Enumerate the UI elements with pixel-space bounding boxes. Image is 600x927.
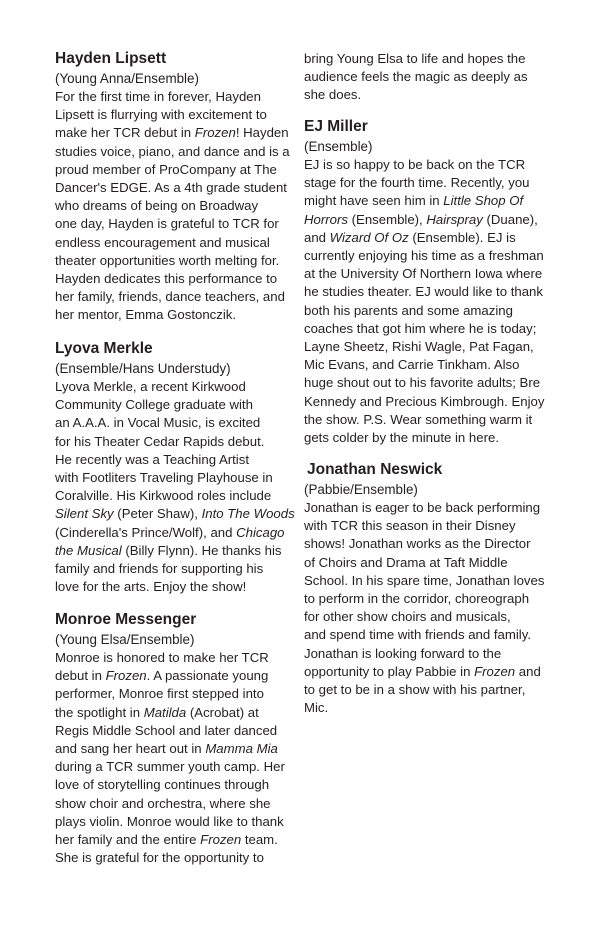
text-segment: both his parents and some amazing bbox=[304, 302, 513, 318]
text-segment: for his Theater Cedar Rapids debut. bbox=[55, 433, 265, 449]
bio-line bbox=[55, 197, 305, 215]
bio-line bbox=[304, 663, 554, 681]
bio-line bbox=[55, 179, 305, 197]
bio-line bbox=[55, 524, 305, 542]
text-segment: School. In his spare time, Jonathan loves bbox=[304, 572, 545, 588]
bio-line bbox=[304, 517, 554, 535]
bio-line bbox=[304, 156, 554, 174]
bio-line bbox=[304, 699, 554, 717]
bio-hayden-lipsett bbox=[55, 49, 305, 325]
bio-line bbox=[55, 667, 305, 685]
italic-title: Little Shop Of bbox=[443, 193, 524, 209]
bio-line bbox=[304, 50, 554, 68]
bio-line bbox=[304, 192, 554, 210]
text-segment: with Footliters Traveling Playhouse in bbox=[55, 470, 273, 486]
text-segment: Mic Evans, and Carrie Tinkham. Also bbox=[304, 357, 520, 373]
text-segment: who dreams of being on Broadway bbox=[55, 198, 259, 214]
text-segment: currently enjoying his time as a freshman bbox=[304, 248, 544, 264]
italic-title: Frozen bbox=[200, 832, 242, 848]
bio-monroe-messenger-continued bbox=[304, 50, 554, 105]
bio-line bbox=[304, 302, 554, 320]
text-segment: love of storytelling continues through bbox=[55, 777, 270, 793]
text-segment: Dancer's EDGE. As a 4th grade student bbox=[55, 180, 287, 196]
italic-title: Chicago bbox=[236, 524, 285, 540]
bio-line bbox=[55, 124, 305, 142]
text-segment: Jonathan is looking forward to the bbox=[304, 645, 502, 661]
text-segment: for other show choirs and musicals, bbox=[304, 609, 511, 625]
bio-line bbox=[304, 590, 554, 608]
italic-title: Frozen bbox=[105, 668, 147, 684]
bio-line bbox=[55, 505, 305, 523]
bio-line bbox=[304, 429, 554, 447]
text-segment: stage for the fourth time. Recently, you bbox=[304, 175, 530, 191]
bio-line bbox=[55, 740, 305, 758]
bio-line bbox=[55, 234, 305, 252]
italic-title: Frozen bbox=[194, 125, 236, 141]
text-segment: huge shout out to his favorite adults; Bre bbox=[304, 375, 541, 391]
bio-line bbox=[55, 433, 305, 451]
text-segment: (Billy Flynn). He thanks his bbox=[121, 542, 282, 558]
text-segment: coaches that got him where he is today; bbox=[304, 320, 537, 336]
text-segment: of Choirs and Drama at Taft Middle bbox=[304, 554, 508, 570]
text-segment: might have seen him in bbox=[304, 193, 444, 209]
text-segment: (Acrobat) at bbox=[186, 704, 259, 720]
text-segment: her family, friends, dance teachers, and bbox=[55, 289, 285, 305]
text-segment: to perform in the corridor, choreograph bbox=[304, 591, 530, 607]
text-segment: shows! Jonathan works as the Director bbox=[304, 536, 531, 552]
text-segment: her family and the entire bbox=[55, 832, 201, 848]
bio-line bbox=[304, 356, 554, 374]
text-segment: one day, Hayden is grateful to TCR for bbox=[55, 216, 279, 232]
bio-line bbox=[55, 831, 305, 849]
bio-line bbox=[55, 288, 305, 306]
text-segment: (Ensemble). EJ is bbox=[408, 229, 516, 245]
bio-line bbox=[55, 414, 305, 432]
cast-name: Lyova Merkle bbox=[55, 340, 153, 357]
text-segment: debut in bbox=[55, 668, 106, 684]
text-segment: ! Hayden bbox=[235, 125, 289, 141]
cast-name: Monroe Messenger bbox=[55, 611, 197, 628]
bio-line bbox=[55, 578, 305, 596]
bio-line bbox=[304, 608, 554, 626]
text-segment: opportunity to play Pabbie in bbox=[304, 663, 475, 679]
bio-lyova-merkle bbox=[55, 339, 305, 596]
bio-line bbox=[304, 86, 554, 104]
text-segment: show choir and orchestra, where she bbox=[55, 795, 271, 811]
bio-line bbox=[304, 626, 554, 644]
bio-line bbox=[304, 320, 554, 338]
text-segment: during a TCR summer youth camp. Her bbox=[55, 759, 285, 775]
bio-line bbox=[55, 542, 305, 560]
cast-name: Hayden Lipsett bbox=[55, 50, 167, 67]
bio-line bbox=[55, 161, 305, 179]
bio-line bbox=[304, 393, 554, 411]
text-segment: Community College graduate with bbox=[55, 397, 253, 413]
bio-line bbox=[55, 270, 305, 288]
bio-text bbox=[55, 378, 305, 596]
italic-title: Matilda bbox=[143, 704, 187, 720]
text-segment: proud member of ProCompany at The bbox=[55, 161, 277, 177]
text-segment: at the University Of Northern Iowa where bbox=[304, 266, 543, 282]
bio-line bbox=[55, 451, 305, 469]
italic-title: the Musical bbox=[55, 542, 122, 558]
bio-monroe-messenger bbox=[55, 610, 305, 867]
bio-line bbox=[55, 758, 305, 776]
italic-title: Into The Woods bbox=[201, 506, 295, 522]
bio-line bbox=[55, 722, 305, 740]
text-segment: For the first time in forever, Hayden bbox=[55, 89, 261, 104]
bio-line bbox=[55, 813, 305, 831]
bio-line bbox=[55, 704, 305, 722]
text-segment: Monroe is honored to make her TCR bbox=[55, 650, 269, 665]
text-segment: She is grateful for the opportunity to bbox=[55, 850, 264, 866]
cast-role: (Young Elsa/Ensemble) bbox=[55, 632, 195, 647]
text-segment: and sang her heart out in bbox=[55, 741, 206, 757]
bio-text bbox=[55, 88, 305, 325]
text-segment: He recently was a Teaching Artist bbox=[55, 451, 249, 467]
italic-title: Wizard Of Oz bbox=[329, 229, 409, 245]
text-segment: theater opportunities worth melting for. bbox=[55, 252, 280, 268]
bio-line bbox=[304, 211, 554, 229]
bio-line bbox=[304, 265, 554, 283]
bio-line bbox=[55, 487, 305, 505]
text-segment: (Peter Shaw), bbox=[113, 506, 202, 522]
text-segment: make her TCR debut in bbox=[55, 125, 195, 141]
bio-text bbox=[304, 156, 554, 447]
bio-line bbox=[55, 849, 305, 867]
bio-line bbox=[55, 560, 305, 578]
text-segment: (Cinderella's Prince/Wolf), and bbox=[55, 524, 237, 540]
text-segment: her mentor, Emma Gostonczik. bbox=[55, 307, 237, 323]
text-segment: plays violin. Monroe would like to thank bbox=[55, 813, 284, 829]
bio-ej-miller bbox=[304, 117, 554, 447]
text-segment: the spotlight in bbox=[55, 704, 144, 720]
text-segment: love for the arts. Enjoy the show! bbox=[55, 579, 247, 595]
text-segment: bring Young Elsa to life and hopes the bbox=[304, 51, 526, 66]
text-segment: Kennedy and Precious Kimbrough. Enjoy bbox=[304, 393, 545, 409]
text-segment: Lyova Merkle, a recent Kirkwood bbox=[55, 379, 246, 394]
cast-role: (Ensemble) bbox=[304, 139, 373, 154]
bio-line bbox=[55, 215, 305, 233]
bio-text bbox=[304, 50, 554, 105]
bio-jonathan-neswick bbox=[304, 460, 554, 717]
text-segment: Jonathan is eager to be back performing bbox=[304, 500, 541, 515]
text-segment: he studies theater. EJ would like to thank bbox=[304, 284, 543, 300]
bio-line bbox=[304, 645, 554, 663]
bio-line bbox=[304, 681, 554, 699]
text-segment: Lipsett is flurrying with excitement to bbox=[55, 107, 267, 123]
bio-line bbox=[304, 174, 554, 192]
bio-line bbox=[304, 68, 554, 86]
text-segment: to get to be in a show with his partner, bbox=[304, 682, 526, 698]
text-segment: and spend time with friends and family. bbox=[304, 627, 531, 643]
text-segment: an A.A.A. in Vocal Music, is excited bbox=[55, 415, 261, 431]
text-segment: with TCR this season in their Disney bbox=[304, 518, 516, 534]
text-segment: studies voice, piano, and dance and is a bbox=[55, 143, 290, 159]
text-segment: she does. bbox=[304, 87, 362, 103]
bio-text bbox=[304, 499, 554, 717]
bio-line bbox=[55, 685, 305, 703]
text-segment: and bbox=[515, 663, 541, 679]
text-segment: performer, Monroe first stepped into bbox=[55, 686, 264, 702]
text-segment: family and friends for supporting his bbox=[55, 561, 264, 577]
text-segment: EJ is so happy to be back on the TCR bbox=[304, 157, 526, 172]
cast-role: (Pabbie/Ensemble) bbox=[304, 482, 418, 497]
bio-line bbox=[55, 143, 305, 161]
bio-line bbox=[55, 469, 305, 487]
text-segment: Regis Middle School and later danced bbox=[55, 722, 278, 738]
text-segment: . A passionate young bbox=[146, 668, 269, 684]
bio-line bbox=[304, 338, 554, 356]
text-segment: (Duane), bbox=[482, 211, 538, 227]
bio-line bbox=[304, 572, 554, 590]
bio-line bbox=[55, 252, 305, 270]
bio-line bbox=[304, 535, 554, 553]
bio-line bbox=[304, 499, 554, 517]
italic-title: Frozen bbox=[474, 663, 516, 679]
text-segment: Coralville. His Kirkwood roles include bbox=[55, 488, 272, 504]
italic-title: Horrors bbox=[304, 211, 348, 227]
cast-role: (Ensemble/Hans Understudy) bbox=[55, 361, 231, 376]
bio-text bbox=[55, 649, 305, 867]
text-segment: endless encouragement and musical bbox=[55, 234, 270, 250]
bio-line bbox=[304, 411, 554, 429]
text-segment: Mic. bbox=[304, 700, 329, 716]
cast-role: (Young Anna/Ensemble) bbox=[55, 71, 199, 86]
text-segment: team. bbox=[241, 832, 278, 848]
text-segment: Layne Sheetz, Rishi Wagle, Pat Fagan, bbox=[304, 339, 534, 355]
text-segment: audience feels the magic as deeply as bbox=[304, 69, 528, 85]
italic-title: Mamma Mia bbox=[205, 741, 278, 757]
bio-line bbox=[304, 374, 554, 392]
cast-name: Jonathan Neswick bbox=[307, 461, 443, 478]
bio-line bbox=[55, 88, 305, 106]
bio-line bbox=[304, 554, 554, 572]
italic-title: Hairspray bbox=[426, 211, 483, 227]
bio-line bbox=[304, 283, 554, 301]
bio-line bbox=[55, 396, 305, 414]
bio-line bbox=[55, 649, 305, 667]
bio-line bbox=[55, 378, 305, 396]
bio-line bbox=[55, 776, 305, 794]
bio-line bbox=[55, 306, 305, 324]
text-segment: gets colder by the minute in here. bbox=[304, 430, 499, 446]
text-segment: and bbox=[304, 229, 330, 245]
italic-title: Silent Sky bbox=[55, 506, 114, 522]
text-segment: (Ensemble), bbox=[347, 211, 427, 227]
bio-line bbox=[55, 795, 305, 813]
text-segment: Hayden dedicates this performance to bbox=[55, 271, 278, 287]
bio-line bbox=[304, 247, 554, 265]
text-segment: the show. P.S. Wear something warm it bbox=[304, 411, 533, 427]
cast-name: EJ Miller bbox=[304, 118, 368, 135]
bio-line bbox=[304, 229, 554, 247]
bio-line bbox=[55, 106, 305, 124]
